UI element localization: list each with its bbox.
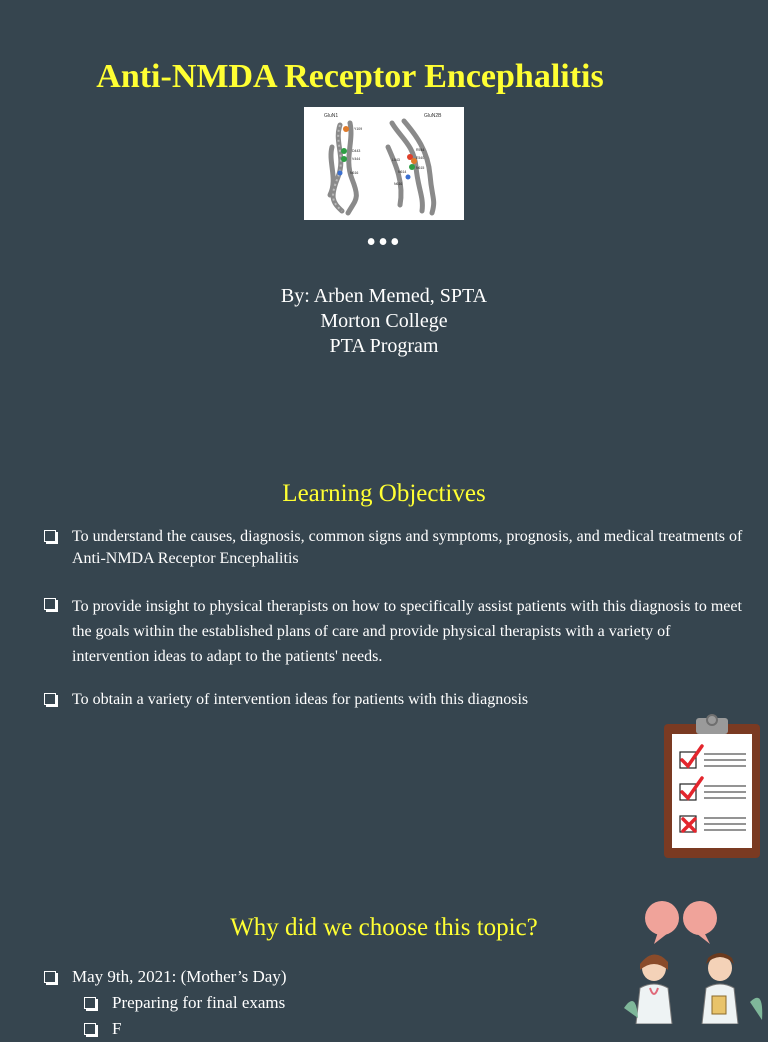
list-item: May 9th, 2021: (Mother’s Day) [44,964,287,990]
svg-text:E540: E540 [416,156,425,160]
program-line: PTA Program [329,335,439,357]
figure-label-right: GluN2B [424,113,442,119]
clipboard-checklist-icon [660,712,764,864]
svg-text:N615: N615 [416,166,425,170]
svg-text:N616: N616 [394,182,403,186]
topic-heading: Why did we choose this topic? [230,914,538,941]
checkbox-bullet-icon [44,530,56,542]
list-item: To provide insight to physical therapists on how to specifically assist patients with this diagnosis to meet the goals within the established plans of care and provide physical therapists with a variety of intervention ideas to adapt to the patients' needs. [44,594,744,669]
list-item: F [84,1016,287,1042]
checkbox-bullet-icon [44,971,56,983]
list-item: To obtain a variety of intervention ideas for patients with this diagnosis [44,689,744,711]
checkbox-bullet-icon [44,598,56,610]
nmda-receptor-structure-image [304,107,464,220]
topic-choice-slide [0,880,768,1038]
objectives-list [44,526,744,711]
title-slide [0,0,768,420]
author-line: By: Arben Memed, SPTA [280,285,488,307]
list-item: Preparing for final exams [84,990,287,1016]
byline [0,284,768,359]
figure-label-left: GluN1 [324,113,339,119]
checkbox-bullet-icon [44,693,56,705]
college-line: Morton College [320,310,448,332]
objectives-slide [0,420,768,880]
checkbox-bullet-icon [84,1023,96,1035]
checkbox-bullet-icon [84,997,96,1009]
svg-text:N616: N616 [350,171,359,175]
continuation-dots: ••• [366,227,402,258]
objectives-heading: Learning Objectives [282,480,486,507]
svg-text:N614: N614 [398,170,407,174]
svg-text:Y109: Y109 [354,127,363,131]
svg-text:L543: L543 [392,158,400,162]
svg-text:R544: R544 [416,148,425,152]
svg-text:V444: V444 [352,157,361,161]
topic-list [44,964,287,1042]
list-item: To understand the causes, diagnosis, common signs and symptoms, prognosis, and medical treatments of Anti-NMDA Receptor Encephalitis [44,526,744,570]
doctors-talking-icon [624,898,764,1024]
presentation-title: Anti-NMDA Receptor Encephalitis [96,58,604,95]
svg-text:D443: D443 [352,149,361,153]
